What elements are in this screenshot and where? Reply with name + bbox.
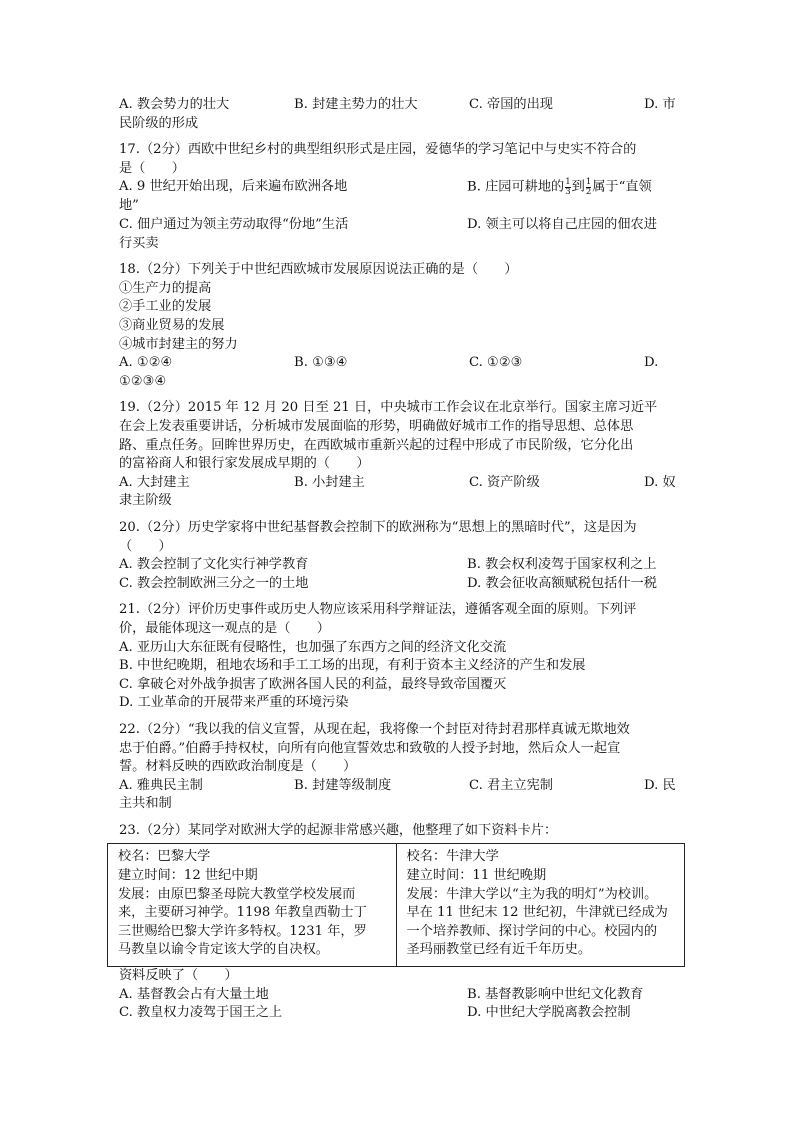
q23-stem: 23.（2分）某同学对欧洲大学的起源非常感兴趣，他整理了如下资料卡片： — [119, 822, 558, 838]
q17-option-b-post: 属于“直领 — [592, 179, 652, 195]
q20-option-c: C. 教会控制欧洲三分之一的土地 — [119, 575, 309, 591]
card-paris-university — [108, 844, 397, 967]
q21-stem-line2: 价，最能体现这一观点的是（ ） — [119, 620, 330, 636]
question-18 — [119, 261, 679, 391]
q17-option-a: A. 9 世纪开始出现，后来遍布欧洲各地 — [119, 179, 348, 195]
q19-option-c: C. 资产阶级 — [469, 474, 540, 490]
q19-option-d-cont: 隶主阶级 — [119, 493, 172, 509]
card-oxford-university — [396, 844, 685, 967]
q17-option-d-cont: 行买卖 — [119, 235, 159, 251]
exam-page — [119, 96, 679, 1023]
q20-option-b: B. 教会权利凌驾于国家权利之上 — [467, 557, 657, 573]
q22-option-d: D. 民 — [644, 777, 676, 793]
q16-options — [119, 96, 679, 133]
question-20 — [119, 519, 679, 593]
q18-option-a: A. ①②④ — [119, 355, 173, 371]
card-right-line3: 发展：牛津大学以“主为我的明灯”为校训。 — [406, 886, 658, 902]
q22-stem-line2: 忠于伯爵。”伯爵手持权杖，向所有向他宣誓效忠和致敬的人授予封地，然后众人一起宣 — [119, 740, 621, 756]
card-right-line5: 一个培养教师、探讨学问的中心。校园内的 — [406, 923, 658, 939]
question-17 — [119, 141, 679, 253]
card-right-line2: 建立时间：11 世纪晚期 — [406, 868, 547, 884]
q18-item-3: ③商业贸易的发展 — [119, 318, 225, 334]
q17-option-b-mid: 到 — [571, 179, 585, 195]
q18-item-4: ④城市封建主的努力 — [119, 336, 238, 352]
q18-option-d: D. — [644, 355, 659, 371]
q17-stem-line2: 是（ ） — [119, 160, 185, 176]
q19-option-d: D. 奴 — [644, 474, 676, 490]
card-left-line4: 来，主要研习神学。1198 年教皇西勒士丁 — [118, 905, 367, 921]
fraction-one-third: $\frac{1}{3}$ — [565, 177, 571, 197]
q18-stem: 18.（2分）下列关于中世纪西欧城市发展原因说法正确的是（ ） — [119, 262, 518, 278]
q16-option-d: D. 市 — [644, 97, 676, 112]
q22-option-a: A. 雅典民主制 — [119, 777, 203, 793]
q17-stem-line1: 17.（2分）西欧中世纪乡村的典型组织形式是庄园，爱德华的学习笔记中与史实不符合的 — [119, 142, 637, 158]
card-left-line1: 校名：巴黎大学 — [118, 849, 211, 865]
q17-option-b-cont: 地” — [119, 198, 139, 214]
q17-option-c: C. 佃户通过为领主劳动取得“份地”生活 — [119, 217, 349, 233]
card-right-line1: 校名：牛津大学 — [406, 849, 499, 865]
q21-stem-line1: 21.（2分）评价历史事件或历史人物应该采用科学辩证法，遵循客观全面的原则。下列评 — [119, 602, 637, 618]
card-left-line6: 马教皇以谕令肯定该大学的自决权。 — [118, 942, 329, 958]
q19-stem-line1: 19.（2分）2015 年 12 月 20 日至 21 日，中央城市工作会议在北京举行。国家主席习近平 — [119, 400, 658, 416]
q17-option-d: D. 领主可以将自己庄园的佃农进 — [467, 217, 657, 233]
card-left-line5: 三世赐给巴黎大学许多特权。1231 年，罗 — [118, 923, 367, 939]
q23-option-a: A. 基督教会占有大量土地 — [119, 986, 269, 1002]
q20-option-a: A. 教会控制了文化实行神学教育 — [119, 557, 309, 573]
q17-option-b — [467, 178, 652, 197]
q23-option-c: C. 教皇权力凌驾于国王之上 — [119, 1005, 283, 1021]
q23-option-b: B. 基督教影响中世纪文化教育 — [467, 986, 644, 1002]
q16-option-c: C. 帝国的出现 — [469, 97, 553, 112]
q16-option-a: A. 教会势力的壮大 — [119, 97, 230, 112]
q22-option-d-cont: 主共和制 — [119, 796, 172, 812]
q21-option-b: B. 中世纪晚期，租地农场和手工工场的出现，有利于资本主义经济的产生和发展 — [119, 658, 586, 674]
card-left-line2: 建立时间：12 世纪中期 — [118, 868, 258, 884]
card-right-line4: 早在 11 世纪末 12 世纪初，牛津就已经成为 — [406, 905, 668, 921]
question-22 — [119, 721, 679, 814]
q21-option-d: D. 工业革命的开展带来严重的环境污染 — [119, 695, 349, 711]
q16-option-b: B. 封建主势力的壮大 — [294, 97, 418, 112]
q20-stem-line1: 20.（2分）历史学家将中世纪基督教会控制下的欧洲称为“思想上的黑暗时代”，这是因为 — [119, 519, 637, 535]
q16-option-d-cont: 民阶级的形成 — [119, 115, 199, 131]
q20-stem-line2: （ ） — [119, 538, 172, 554]
q21-option-c: C. 拿破仑对外战争损害了欧洲各国人民的利益，最终导致帝国覆灭 — [119, 676, 507, 692]
question-19 — [119, 399, 679, 511]
fraction-one-half: $\frac{1}{2}$ — [585, 177, 592, 197]
q20-option-d: D. 教会征收高额赋税包括什一税 — [467, 575, 657, 591]
card-left-line3: 发展：由原巴黎圣母院大教堂学校发展而 — [118, 886, 356, 902]
q23-after-text: 资料反映了（ ） — [119, 968, 238, 984]
q22-option-c: C. 君主立宪制 — [469, 777, 553, 793]
q17-option-b-pre: B. 庄园可耕地的 — [467, 179, 565, 195]
card-right-line6: 圣玛丽教堂已经有近千年历史。 — [406, 942, 592, 958]
q19-stem-line2: 在会上发表重要讲话，分析城市发展面临的形势，明确做好城市工作的指导思想、总体思 — [119, 419, 634, 434]
q18-option-b: B. ①③④ — [294, 355, 348, 371]
q21-option-a: A. 亚历山大东征既有侵略性，也加强了东西方之间的经济文化交流 — [119, 639, 507, 655]
q18-item-1: ①生产力的提高 — [119, 280, 212, 296]
question-23 — [119, 822, 679, 1023]
q19-option-a: A. 大封建主 — [119, 474, 190, 490]
q18-item-2: ②手工业的发展 — [119, 299, 212, 315]
q22-option-b: B. 封建等级制度 — [294, 777, 392, 793]
q23-option-d: D. 中世纪大学脱离教会控制 — [467, 1005, 631, 1021]
q22-stem-line3: 誓。材料反映的西欧政治制度是（ ） — [119, 759, 357, 775]
q19-option-b: B. 小封建主 — [294, 474, 365, 490]
question-21 — [119, 601, 679, 713]
q18-option-d-cont: ①②③④ — [119, 373, 167, 389]
q18-option-c: C. ①②③ — [469, 355, 523, 371]
q23-info-card-table — [107, 843, 685, 967]
q19-stem-line3: 路、重点任务。回眸世界历史，在西欧城市重新兴起的过程中形成了市民阶级，它分化出 — [119, 437, 634, 453]
q19-stem-line4: 的富裕商人和银行家发展成早期的（ ） — [119, 456, 370, 472]
q22-stem-line1: 22.（2分）“我以我的信义宣誓，从现在起，我将像一个封臣对待封君那样真诚无欺地效 — [119, 721, 630, 737]
